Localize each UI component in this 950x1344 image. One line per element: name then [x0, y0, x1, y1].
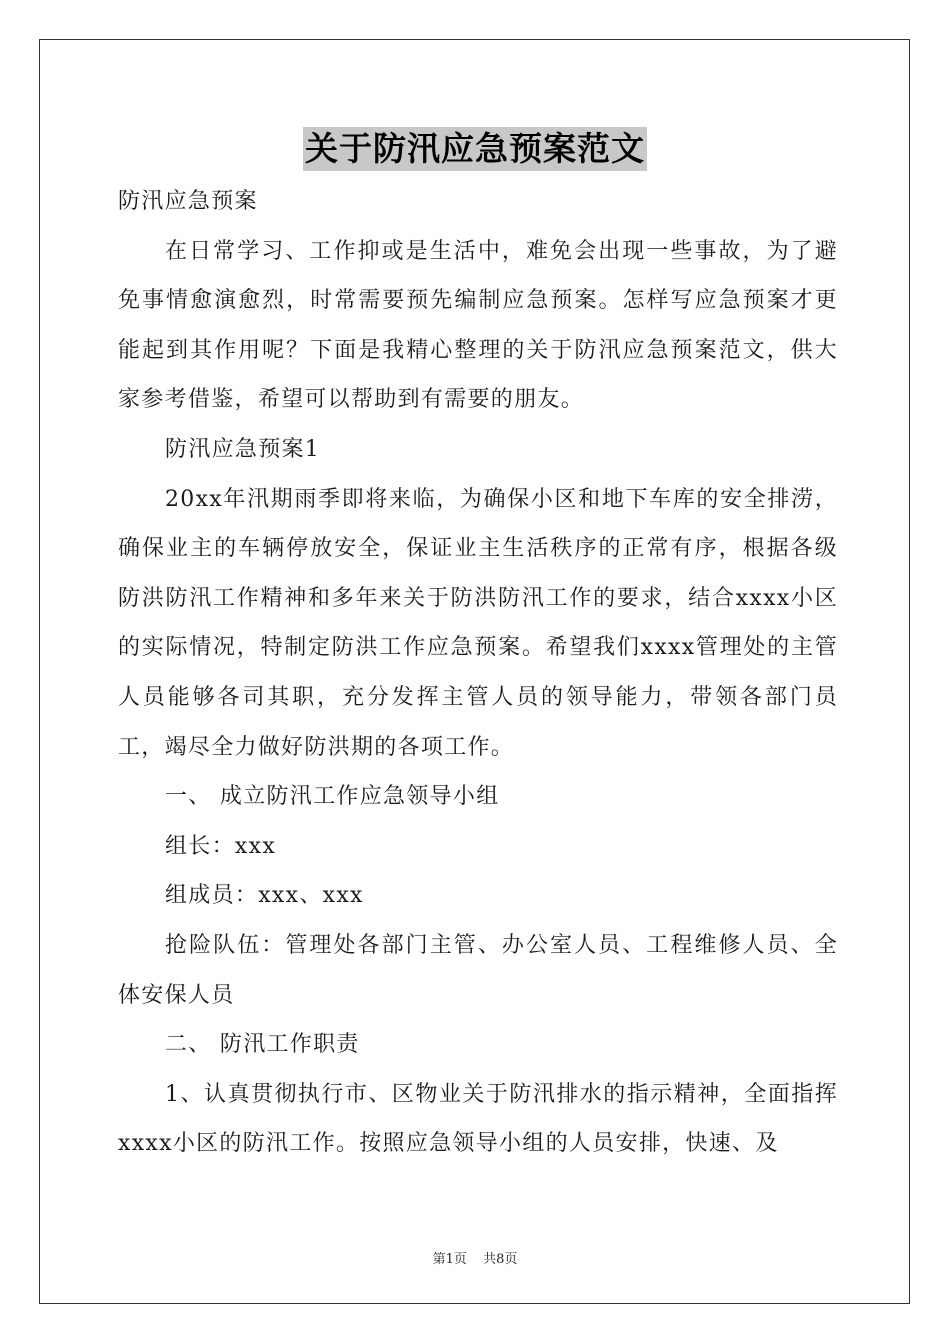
- leader-line: 组长：xxx: [165, 833, 277, 859]
- page-total: 共8页: [483, 1252, 518, 1267]
- plan-paragraph: 20xx年汛期雨季即将来临，为确保小区和地下车库的安全排涝，确保业主的车辆停放安全，保证业主生活秩序的正常有序，根据各级防洪防汛工作精神和多年来关于防洪防汛工作的要求，结合xxxx小区的实际情况，特制定防洪工作应急预案。希望我们xxxx管理处的主管人员能够各司其职，充分发挥主管人员的领导能力，带领各部门员工，竭尽全力做好防洪期的各项工作。: [118, 486, 838, 760]
- intro-paragraph: 在日常学习、工作抑或是生活中，难免会出现一些事故，为了避免事情愈演愈烈，时常需要预先编制应急预案。怎样写应急预案才更能起到其作用呢？下面是我精心整理的关于防汛应急预案范文，供大家参考借鉴，希望可以帮助到有需要的朋友。: [118, 238, 838, 413]
- section-heading: 防汛应急预案: [118, 189, 258, 214]
- section-one-heading: 一、 成立防汛工作应急领导小组: [165, 784, 500, 810]
- page-footer: [0, 1248, 950, 1267]
- members-line: 组成员：xxx、xxx: [165, 883, 364, 909]
- rescue-team-paragraph: 抢险队伍：管理处各部门主管、办公室人员、工程维修人员、全体安保人员: [118, 932, 838, 1008]
- title-container: [0, 127, 950, 171]
- section-two-heading: 二、 防汛工作职责: [165, 1032, 360, 1058]
- plan-heading: 防汛应急预案1: [165, 436, 321, 462]
- page-number: 第1页: [432, 1252, 467, 1267]
- document-body: [118, 177, 838, 1169]
- document-title: 关于防汛应急预案范文: [303, 127, 647, 171]
- duty-paragraph: 1、认真贯彻执行市、区物业关于防汛排水的指示精神，全面指挥xxxx小区的防汛工作。按照应急领导小组的人员安排，快速、及: [118, 1081, 838, 1157]
